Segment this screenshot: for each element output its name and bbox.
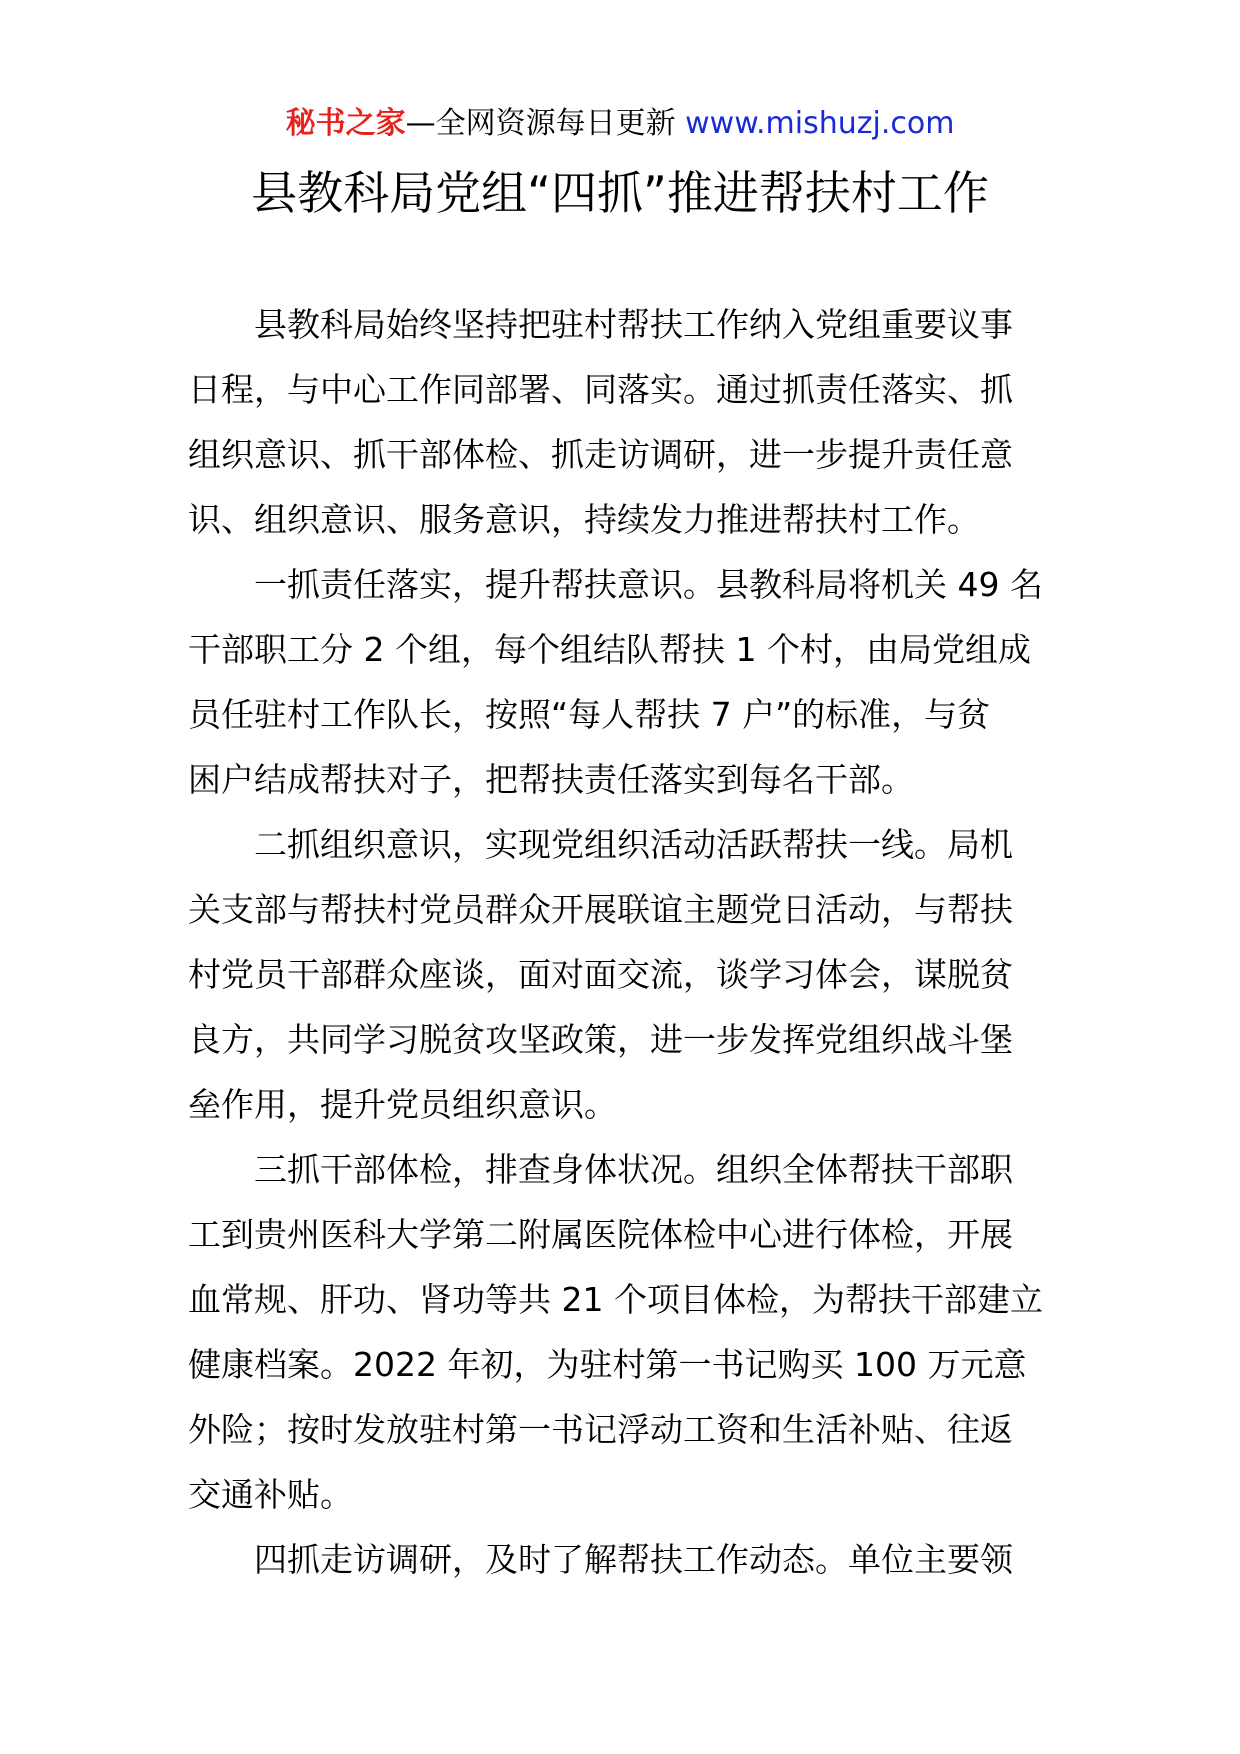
paragraph-line: 日程，与中心工作同部署、同落实。通过抓责任落实、抓	[188, 370, 1013, 409]
document-title: 县教科局党组“四抓”推进帮扶村工作	[251, 166, 989, 220]
document-body	[188, 292, 1054, 1592]
paragraph-line: 健康档案。2022 年初，为驻村第一书记购买 100 万元意	[188, 1345, 1027, 1384]
paragraph-line: 关支部与帮扶村党员群众开展联谊主题党日活动，与帮扶	[188, 890, 1013, 929]
paragraph-line: 县教科局始终坚持把驻村帮扶工作纳入党组重要议事	[254, 305, 1013, 344]
paragraph-line: 四抓走访调研，及时了解帮扶工作动态。单位主要领	[254, 1540, 1013, 1579]
paragraph-line: 困户结成帮扶对子，把帮扶责任落实到每名干部。	[188, 760, 914, 799]
paragraph-line: 二抓组织意识，实现党组织活动活跃帮扶一线。局机	[254, 825, 1013, 864]
paragraph-line: 良方，共同学习脱贫攻坚政策，进一步发挥党组织战斗堡	[188, 1020, 1013, 1059]
paragraph-line: 员任驻村工作队长，按照“每人帮扶 7 户”的标准，与贫	[188, 695, 991, 734]
paragraph-line: 干部职工分 2 个组，每个组结队帮扶 1 个村，由局党组成	[188, 630, 1031, 669]
brand-name: 秘书之家	[285, 106, 406, 141]
site-url[interactable]: www.mishuzj.com	[685, 106, 955, 141]
paragraph-line: 三抓干部体检，排查身体状况。组织全体帮扶干部职	[254, 1150, 1013, 1189]
paragraph-line: 村党员干部群众座谈，面对面交流，谈学习体会，谋脱贫	[188, 955, 1013, 994]
paragraph-line: 组织意识、抓干部体检、抓走访调研，进一步提升责任意	[188, 435, 1013, 474]
paragraph-line: 垒作用，提升党员组织意识。	[188, 1085, 617, 1124]
header-tagline: —全网资源每日更新	[405, 106, 686, 141]
paragraph-line: 血常规、肝功、肾功等共 21 个项目体检，为帮扶干部建立	[188, 1280, 1043, 1319]
site-header	[0, 100, 1240, 148]
paragraph-line: 识、组织意识、服务意识，持续发力推进帮扶村工作。	[188, 500, 980, 539]
paragraph-line: 交通补贴。	[188, 1475, 353, 1514]
paragraph-line: 一抓责任落实，提升帮扶意识。县教科局将机关 49 名	[254, 565, 1043, 604]
paragraph-line: 外险；按时发放驻村第一书记浮动工资和生活补贴、往返	[188, 1410, 1013, 1449]
paragraph-line: 工到贵州医科大学第二附属医院体检中心进行体检，开展	[188, 1215, 1013, 1254]
